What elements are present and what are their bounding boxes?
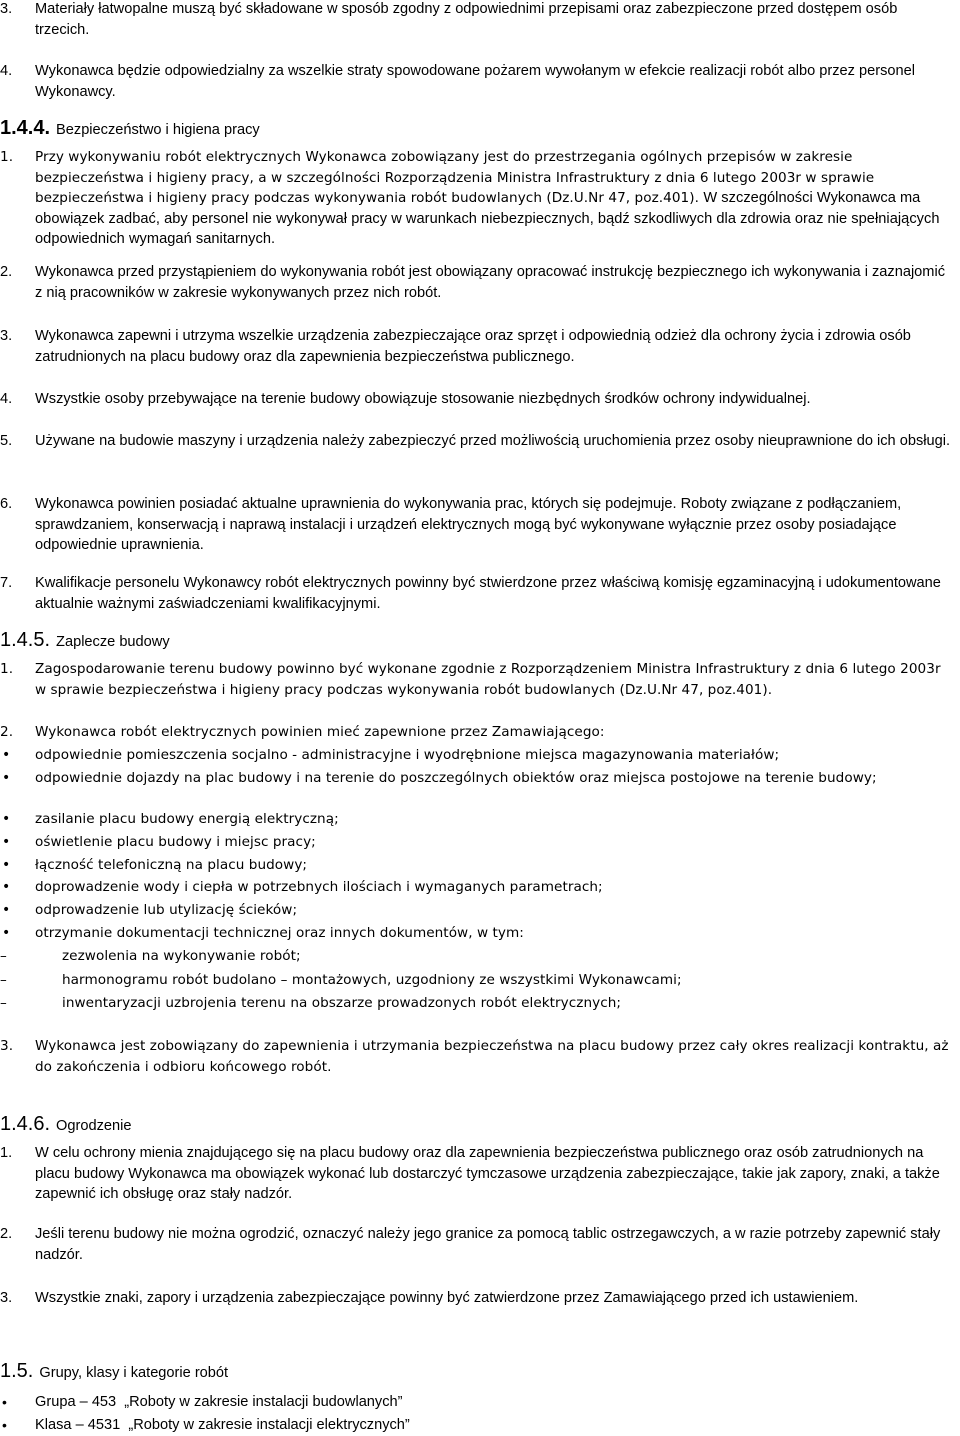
section-number: 1.4.4. — [0, 117, 51, 139]
item-text: Wykonawca przed przystąpieniem do wykonywania robót jest obowiązany opracować instrukcję bezpiecznego ich wykonywania i zaznajomić z nią pracowników w zakresie wykonywanych przez nich robót. — [35, 264, 945, 301]
item-number: 3. — [0, 1038, 14, 1054]
item-text: Używane na budowie maszyny i urządzenia należy zabezpieczyć przed możliwością uruchomienia przez osoby nieuprawnione do ich obsługi. — [35, 433, 951, 449]
category-sep: – — [79, 1394, 88, 1410]
bullet-text: odpowiednie pomieszczenia socjalno - administracyjne i wyodrębnione miejsca magazynowania materiałów; — [35, 747, 780, 763]
item-text: Wszystkie osoby przebywające na terenie budowy obowiązuje stosowanie niezbędnych środków ochrony indywidualnej. — [35, 391, 811, 407]
bullet-item — [0, 809, 955, 830]
category-sep: – — [75, 1417, 84, 1433]
section-heading-1-5 — [0, 1361, 228, 1384]
item-text: Kwalifikacje personelu Wykonawcy robót elektrycznych powinny być stwierdzone przez właściwą komisję egzaminacyjną i udokumentowane aktualnie ważnymi zaświadczeniami kwalifikacyjnymi. — [35, 575, 941, 612]
item-number: 4. — [0, 63, 13, 79]
item-number: 1. — [0, 149, 14, 165]
bullet-item — [0, 923, 955, 944]
bullet-text: łączność telefoniczną na placu budowy; — [35, 857, 308, 873]
section-number: 1.4.5. — [0, 629, 51, 651]
list-item — [0, 659, 955, 700]
item-text-continued: W szczególności Wykonawca ma obowiązek zadbać, aby personel nie wykonywał pracy w warunkach niebezpiecznych, bądź szkodliwych dla zdrowia oraz nie spełniających odpowiednich wymagań sanitarnych. — [35, 190, 940, 247]
category-label: Klasa — [35, 1417, 72, 1433]
item-text: Wykonawca robót elektrycznych powinien mieć zapewnione przez Zamawiającego: — [35, 724, 605, 740]
bullet-icon: • — [2, 834, 11, 850]
category-name: „Roboty w zakresie instalacji elektrycznych” — [128, 1417, 410, 1433]
bullet-text: odprowadzenie lub utylizację ścieków; — [35, 902, 298, 918]
bullet-icon: • — [2, 747, 11, 763]
bullet-text: odpowiednie dojazdy na plac budowy i na terenie do poszczególnych obiektów oraz miejsca postojowe na terenie budowy; — [35, 770, 877, 786]
bullet-icon: • — [2, 1417, 7, 1433]
bullet-text: zasilanie placu budowy energią elektryczną; — [35, 811, 339, 827]
item-number: 1. — [0, 1145, 13, 1161]
paragraph-4 — [0, 61, 955, 102]
section-title: Zaplecze budowy — [56, 634, 170, 650]
item-number: 4. — [0, 391, 13, 407]
item-text: Zagospodarowanie terenu budowy powinno być wykonane zgodnie z Rozporządzeniem Ministra Infrastruktury z dnia 6 lutego 2003r w sprawie bezpieczeństwa i higieny pracy podczas wykonywania robót budowlanych (Dz.U.Nr 47, poz.401). — [35, 661, 941, 698]
item-text: Wykonawca zapewni i utrzyma wszelkie urządzenia zabezpieczające oraz sprzęt i odpowiednią odzież dla ochrony życia i zdrowia osób zatrudnionych na placu budowy oraz dla zapewnienia bezpieczeństwa publicznego. — [35, 328, 911, 365]
item-text: Przy wykonywaniu robót elektrycznych Wykonawca zobowiązany jest do przestrzegania ogólnych przepisów w zakresie bezpieczeństwa i higieny pracy, a w szczególności Rozporządzenia Ministra Infrastruktury z dnia 6 lutego 2003r w sprawie bezpieczeństwa i higieny pracy podczas wykonywania robót budowlanych (Dz.U.Nr 47, poz.401). — [35, 149, 875, 206]
section-number: 1.5. — [0, 1360, 34, 1382]
list-item — [0, 494, 955, 556]
item-number: 1. — [0, 661, 14, 677]
bullet-text: doprowadzenie wody i ciepła w potrzebnych ilościach i wymaganych parametrach; — [35, 879, 603, 895]
paragraph-text: Materiały łatwopalne muszą być składowane w sposób zgodny z odpowiednimi przepisami oraz zabezpieczone przed dostępem osób trzecich. — [35, 1, 898, 38]
dash-text: harmonogramu robót budolano – montażowych, uzgodniony ze wszystkimi Wykonawcami; — [62, 972, 682, 988]
paragraph-text: Wykonawca będzie odpowiedzialny za wszelkie straty spowodowane pożarem wywołanym w efekcie realizacji robót albo przez personel Wykonawcy. — [35, 63, 915, 100]
list-item — [0, 1288, 955, 1309]
item-text: W celu ochrony mienia znajdującego się na placu budowy oraz dla zapewnienia bezpieczeństwa publicznego oraz osób zatrudnionych na placu budowy Wykonawca ma obowiązek wykonać lub dostarczyć tymczasowe urządzenia zabezpieczające, takie jak zapory, znaki, a także zapewnić ich obsługę oraz stały nadzór. — [35, 1145, 940, 1202]
bullet-item — [0, 768, 955, 789]
dash-icon: – — [0, 972, 7, 988]
section-heading-1-4-5 — [0, 630, 170, 653]
dash-text: zezwolenia na wykonywanie robót; — [62, 948, 301, 964]
dash-text: inwentaryzacji uzbrojenia terenu na obszarze prowadzonych robót elektrycznych; — [62, 995, 622, 1011]
dash-icon: – — [0, 948, 7, 964]
list-item — [0, 573, 955, 614]
bullet-text: oświetlenie placu budowy i miejsc pracy; — [35, 834, 316, 850]
bullet-icon: • — [2, 1394, 7, 1410]
bullet-icon: • — [2, 925, 11, 941]
item-number: 3. — [0, 328, 13, 344]
paragraph-3 — [0, 0, 955, 40]
list-item — [0, 722, 955, 743]
section-title: Ogrodzenie — [56, 1118, 132, 1134]
bullet-icon: • — [2, 879, 11, 895]
item-number: 3. — [0, 1290, 13, 1306]
item-text: Wszystkie znaki, zapory i urządzenia zabezpieczające powinny być zatwierdzone przez Zamawiającego przed ich ustawieniem. — [35, 1290, 859, 1306]
dash-item — [0, 970, 955, 991]
section-heading-1-4-4 — [0, 118, 260, 141]
category-item — [0, 1392, 955, 1413]
list-item — [0, 431, 955, 452]
bullet-item — [0, 832, 955, 853]
bullet-item — [0, 900, 955, 921]
bullet-item — [0, 877, 955, 898]
bullet-icon: • — [2, 770, 11, 786]
list-item — [0, 1224, 955, 1265]
list-item — [0, 262, 955, 303]
bullet-text: otrzymanie dokumentacji technicznej oraz innych dokumentów, w tym: — [35, 925, 524, 941]
section-title: Grupy, klasy i kategorie robót — [39, 1365, 229, 1381]
dash-item — [0, 946, 955, 967]
section-title: Bezpieczeństwo i higiena pracy — [56, 122, 260, 138]
category-code: 453 — [91, 1394, 117, 1410]
list-item — [0, 389, 955, 410]
item-number: 2. — [0, 1226, 13, 1242]
list-item — [0, 1036, 955, 1077]
item-number: 2. — [0, 264, 13, 280]
category-name: „Roboty w zakresie instalacji budowlanych” — [124, 1394, 403, 1410]
list-item — [0, 147, 955, 250]
category-item — [0, 1415, 955, 1436]
bullet-icon: • — [2, 902, 11, 918]
list-item — [0, 1143, 955, 1205]
dash-item — [0, 993, 955, 1014]
dash-icon: – — [0, 995, 7, 1011]
category-code: 4531 — [87, 1417, 121, 1433]
item-text: Wykonawca jest zobowiązany do zapewnienia i utrzymania bezpieczeństwa na placu budowy przez cały okres realizacji kontraktu, aż do zakończenia i odbioru końcowego robót. — [35, 1038, 949, 1075]
item-number: 6. — [0, 496, 13, 512]
item-number: 2. — [0, 724, 14, 740]
bullet-item — [0, 745, 955, 766]
item-text: Jeśli terenu budowy nie można ogrodzić, oznaczyć należy jego granice za pomocą tablic ostrzegawczych, a w razie potrzeby zapewnić stały nadzór. — [35, 1226, 941, 1263]
section-heading-1-4-6 — [0, 1114, 132, 1137]
item-number: 7. — [0, 575, 13, 591]
bullet-item — [0, 855, 955, 876]
item-number: 5. — [0, 433, 13, 449]
bullet-icon: • — [2, 857, 11, 873]
bullet-icon: • — [2, 811, 11, 827]
item-number: 3. — [0, 1, 13, 17]
item-text: Wykonawca powinien posiadać aktualne uprawnienia do wykonywania prac, których się podejmuje. Roboty związane z podłączaniem, sprawdzaniem, konserwacją i naprawą instalacji i urządzeń elektrycznych mogą być wykonywane wyłącznie przez osoby posiadające odpowiednie uprawnienia. — [35, 496, 902, 553]
category-label: Grupa — [35, 1394, 76, 1410]
section-number: 1.4.6. — [0, 1113, 51, 1135]
list-item — [0, 326, 955, 367]
